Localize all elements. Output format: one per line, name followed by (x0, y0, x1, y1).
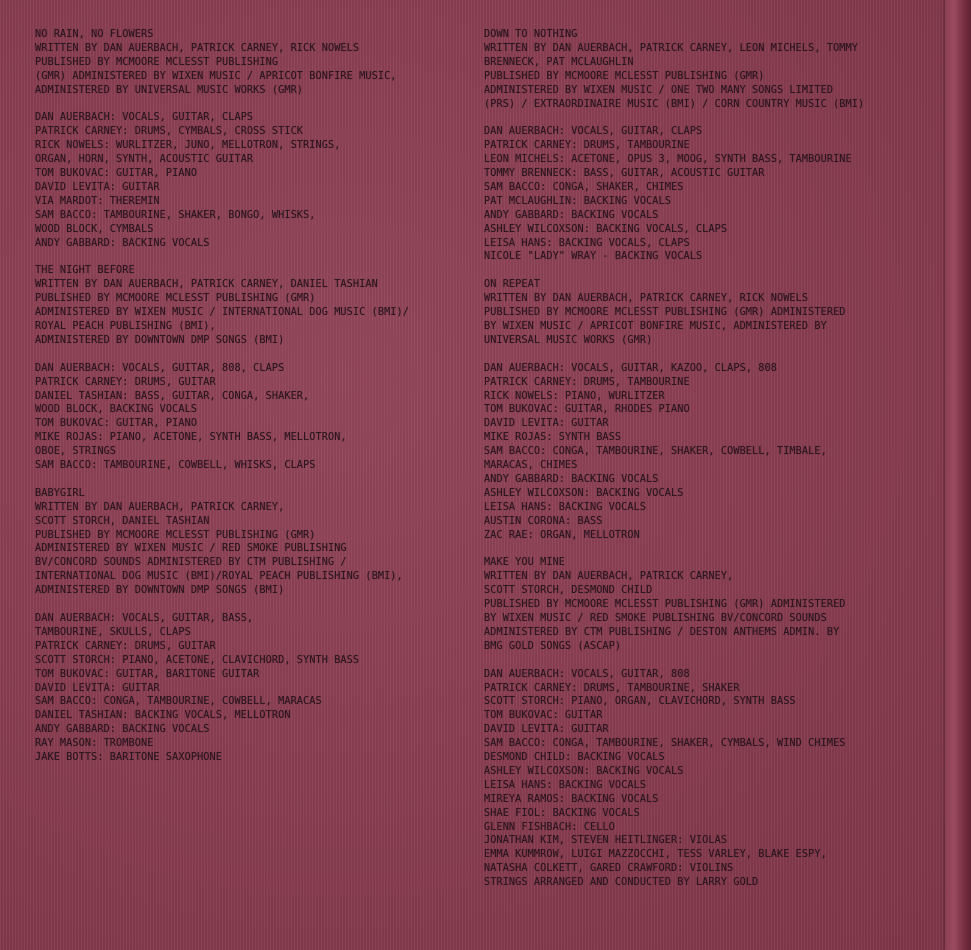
personnel-line: MARACAS, CHIMES (484, 460, 578, 472)
personnel-line: DAVID LEVITA: GUITAR (35, 682, 160, 694)
credit-line: UNIVERSAL MUSIC WORKS (GMR) (484, 334, 653, 346)
personnel-line: PATRICK CARNEY: DRUMS, TAMBOURINE (484, 140, 690, 152)
personnel-line: SAM BACCO: CONGA, TAMBOURINE, COWBELL, MARACAS (35, 696, 322, 708)
personnel-line: PAT MCLAUGHLIN: BACKING VOCALS (484, 195, 672, 207)
personnel-line: DANIEL TASHIAN: BACKING VOCALS, MELLOTRON (35, 710, 291, 722)
personnel-line: SCOTT STORCH: PIANO, ORGAN, CLAVICHORD, SYNTH BASS (484, 696, 796, 708)
personnel-line: SAM BACCO: TAMBOURINE, COWBELL, WHISKS, CLAPS (35, 460, 316, 472)
personnel-line: NATASHA COLKETT, GARED CRAWFORD: VIOLINS (484, 863, 734, 875)
credit-line: ADMINISTERED BY WIXEN MUSIC / INTERNATIONAL DOG MUSIC (BMI)/ (35, 307, 410, 319)
credit-line: ROYAL PEACH PUBLISHING (BMI), (35, 321, 216, 332)
credit-line: BRENNECK, PAT MCLAUGHLIN (484, 56, 634, 68)
personnel-line: ASHLEY WILCOXSON: BACKING VOCALS, CLAPS (484, 223, 728, 235)
personnel-line: ANDY GABBARD: BACKING VOCALS (35, 724, 210, 736)
spacer (484, 654, 909, 668)
song-credits-no-rain-no-flowers (35, 28, 465, 250)
personnel-line: NICOLE "LADY" WRAY - BACKING VOCALS (484, 251, 703, 263)
personnel-line: TOM BUKOVAC: GUITAR, PIANO (35, 418, 198, 430)
credit-line: PUBLISHED BY MCMOORE MCLESST PUBLISHING (GMR) (484, 70, 765, 82)
personnel-line: ORGAN, HORN, SYNTH, ACOUSTIC GUITAR (35, 154, 254, 166)
personnel-line: PATRICK CARNEY: DRUMS, GUITAR (35, 376, 216, 388)
credit-line: PUBLISHED BY MCMOORE MCLESST PUBLISHING (GMR) ADMINISTERED (484, 307, 846, 319)
personnel-line: ASHLEY WILCOXSON: BACKING VOCALS (484, 487, 684, 499)
left-column (35, 28, 465, 779)
personnel-line: WOOD BLOCK, CYMBALS (35, 223, 154, 235)
credit-line: INTERNATIONAL DOG MUSIC (BMI)/ROYAL PEACH PUBLISHING (BMI), (35, 571, 403, 583)
personnel-line: MIKE ROJAS: SYNTH BASS (484, 432, 622, 444)
personnel-line: DAVID LEVITA: GUITAR (484, 418, 609, 430)
personnel-line: DAVID LEVITA: GUITAR (35, 181, 160, 193)
credit-line: WRITTEN BY DAN AUERBACH, PATRICK CARNEY, (35, 501, 285, 513)
personnel-line: DAVID LEVITA: GUITAR (484, 724, 609, 736)
song-credits-on-repeat (484, 278, 909, 542)
personnel-line: ASHLEY WILCOXSON: BACKING VOCALS (484, 765, 684, 777)
personnel-line: GLENN FISHBACH: CELLO (484, 821, 615, 833)
personnel-line: RICK NOWELS: PIANO, WURLITZER (484, 390, 665, 402)
personnel-line: SAM BACCO: CONGA, TAMBOURINE, SHAKER, COWBELL, TIMBALE, (484, 446, 827, 458)
credit-line: ADMINISTERED BY DOWNTOWN DMP SONGS (BMI) (35, 585, 285, 597)
personnel-line: PATRICK CARNEY: DRUMS, GUITAR (35, 640, 216, 652)
credit-line: PUBLISHED BY MCMOORE MCLESST PUBLISHING (GMR) ADMINISTERED (484, 599, 846, 611)
booklet-spine (945, 0, 971, 950)
personnel-line: OBOE, STRINGS (35, 446, 117, 458)
personnel-line: TOM BUKOVAC: GUITAR, PIANO (35, 168, 198, 180)
song-title: BABYGIRL (35, 487, 85, 499)
personnel-line: ANDY GABBARD: BACKING VOCALS (35, 237, 210, 249)
credit-line: ADMINISTERED BY CTM PUBLISHING / DESTON ANTHEMS ADMIN. BY (484, 626, 840, 638)
credit-line: WRITTEN BY DAN AUERBACH, PATRICK CARNEY, RICK NOWELS (35, 42, 360, 54)
personnel-line: DAN AUERBACH: VOCALS, GUITAR, CLAPS (35, 112, 254, 124)
credit-line: PUBLISHED BY MCMOORE MCLESST PUBLISHING (GMR) (35, 529, 316, 541)
song-credits-down-to-nothing (484, 28, 909, 264)
credit-line: (GMR) ADMINISTERED BY WIXEN MUSIC / APRICOT BONFIRE MUSIC, (35, 70, 397, 82)
personnel-line: PATRICK CARNEY: DRUMS, TAMBOURINE, SHAKER (484, 682, 740, 694)
personnel-line: TOM BUKOVAC: GUITAR, RHODES PIANO (484, 404, 690, 416)
right-column (484, 28, 909, 904)
personnel-line: RICK NOWELS: WURLITZER, JUNO, MELLOTRON, STRINGS, (35, 140, 341, 152)
song-credits-babygirl (35, 487, 465, 765)
credit-line: ADMINISTERED BY WIXEN MUSIC / ONE TWO MANY SONGS LIMITED (484, 84, 834, 96)
credit-line: BMG GOLD SONGS (ASCAP) (484, 640, 622, 652)
personnel-line: SAM BACCO: CONGA, SHAKER, CHIMES (484, 181, 684, 193)
spacer (35, 598, 465, 612)
personnel-line: LEISA HANS: BACKING VOCALS, CLAPS (484, 237, 690, 249)
personnel-line: ANDY GABBARD: BACKING VOCALS (484, 473, 659, 485)
credit-line: BY WIXEN MUSIC / RED SMOKE PUBLISHING BV/CONCORD SOUNDS (484, 613, 827, 624)
spacer (484, 348, 909, 362)
personnel-line: SCOTT STORCH: PIANO, ACETONE, CLAVICHORD, SYNTH BASS (35, 654, 360, 666)
personnel-line: SAM BACCO: TAMBOURINE, SHAKER, BONGO, WHISKS, (35, 209, 316, 221)
personnel-line: DESMOND CHILD: BACKING VOCALS (484, 752, 665, 764)
song-title: ON REPEAT (484, 279, 541, 291)
song-title: THE NIGHT BEFORE (35, 265, 135, 277)
personnel-line: JONATHAN KIM, STEVEN HEITLINGER: VIOLAS (484, 835, 728, 847)
personnel-line: AUSTIN CORONA: BASS (484, 515, 603, 527)
personnel-line: MIKE ROJAS: PIANO, ACETONE, SYNTH BASS, MELLOTRON, (35, 432, 347, 444)
credit-line: ADMINISTERED BY UNIVERSAL MUSIC WORKS (GMR) (35, 84, 304, 96)
spacer (35, 98, 465, 112)
credit-line: WRITTEN BY DAN AUERBACH, PATRICK CARNEY, LEON MICHELS, TOMMY (484, 42, 859, 54)
song-credits-make-you-mine (484, 556, 909, 890)
personnel-line: MIREYA RAMOS: BACKING VOCALS (484, 793, 659, 805)
song-title: MAKE YOU MINE (484, 557, 566, 569)
personnel-line: LEON MICHELS: ACETONE, OPUS 3, MOOG, SYNTH BASS, TAMBOURINE (484, 154, 852, 166)
personnel-line: TOM BUKOVAC: GUITAR (484, 710, 603, 722)
personnel-line: WOOD BLOCK, BACKING VOCALS (35, 404, 198, 416)
personnel-line: DAN AUERBACH: VOCALS, GUITAR, 808, CLAPS (35, 362, 285, 374)
song-title: NO RAIN, NO FLOWERS (35, 29, 154, 40)
personnel-line: LEISA HANS: BACKING VOCALS (484, 501, 647, 513)
credit-line: ADMINISTERED BY WIXEN MUSIC / RED SMOKE PUBLISHING (35, 543, 347, 555)
personnel-line: EMMA KUMMROW, LUIGI MAZZOCCHI, TESS VARLEY, BLAKE ESPY, (484, 849, 827, 861)
personnel-line: ZAC RAE: ORGAN, MELLOTRON (484, 529, 640, 541)
personnel-line: SHAE FIOL: BACKING VOCALS (484, 807, 640, 819)
spacer (484, 111, 909, 125)
credit-line: PUBLISHED BY MCMOORE MCLESST PUBLISHING (35, 56, 279, 68)
personnel-line: LEISA HANS: BACKING VOCALS (484, 779, 647, 791)
personnel-line: RAY MASON: TROMBONE (35, 738, 154, 750)
credit-line: WRITTEN BY DAN AUERBACH, PATRICK CARNEY, DANIEL TASHIAN (35, 279, 378, 291)
personnel-line: SAM BACCO: CONGA, TAMBOURINE, SHAKER, CYMBALS, WIND CHIMES (484, 738, 846, 750)
personnel-line: TOM BUKOVAC: GUITAR, BARITONE GUITAR (35, 668, 260, 680)
personnel-line: STRINGS ARRANGED AND CONDUCTED BY LARRY GOLD (484, 877, 759, 889)
personnel-line: DAN AUERBACH: VOCALS, GUITAR, CLAPS (484, 126, 703, 138)
credit-line: SCOTT STORCH, DESMOND CHILD (484, 585, 653, 597)
personnel-line: DAN AUERBACH: VOCALS, GUITAR, 808 (484, 668, 690, 680)
spacer (35, 348, 465, 362)
personnel-line: TOMMY BRENNECK: BASS, GUITAR, ACOUSTIC GUITAR (484, 168, 765, 180)
personnel-line: PATRICK CARNEY: DRUMS, CYMBALS, CROSS STICK (35, 126, 304, 138)
personnel-line: DAN AUERBACH: VOCALS, GUITAR, BASS, (35, 612, 254, 624)
credit-line: WRITTEN BY DAN AUERBACH, PATRICK CARNEY, (484, 571, 734, 583)
personnel-line: TAMBOURINE, SKULLS, CLAPS (35, 626, 191, 638)
song-title: DOWN TO NOTHING (484, 29, 578, 40)
personnel-line: JAKE BOTTS: BARITONE SAXOPHONE (35, 752, 223, 764)
personnel-line: DANIEL TASHIAN: BASS, GUITAR, CONGA, SHAKER, (35, 390, 310, 402)
personnel-line: DAN AUERBACH: VOCALS, GUITAR, KAZOO, CLAPS, 808 (484, 362, 777, 374)
personnel-line: PATRICK CARNEY: DRUMS, TAMBOURINE (484, 376, 690, 388)
credit-line: SCOTT STORCH, DANIEL TASHIAN (35, 515, 210, 527)
credit-line: BY WIXEN MUSIC / APRICOT BONFIRE MUSIC, ADMINISTERED BY (484, 321, 827, 332)
credit-line: (PRS) / EXTRAORDINAIRE MUSIC (BMI) / CORN COUNTRY MUSIC (BMI) (484, 98, 865, 110)
personnel-line: VIA MARDOT: THEREMIN (35, 195, 160, 207)
credit-line: BV/CONCORD SOUNDS ADMINISTERED BY CTM PUBLISHING / (35, 557, 347, 569)
credit-line: PUBLISHED BY MCMOORE MCLESST PUBLISHING (GMR) (35, 293, 316, 305)
song-credits-the-night-before (35, 264, 465, 473)
credit-line: WRITTEN BY DAN AUERBACH, PATRICK CARNEY, RICK NOWELS (484, 293, 809, 305)
personnel-line: ANDY GABBARD: BACKING VOCALS (484, 209, 659, 221)
credit-line: ADMINISTERED BY DOWNTOWN DMP SONGS (BMI) (35, 334, 285, 346)
